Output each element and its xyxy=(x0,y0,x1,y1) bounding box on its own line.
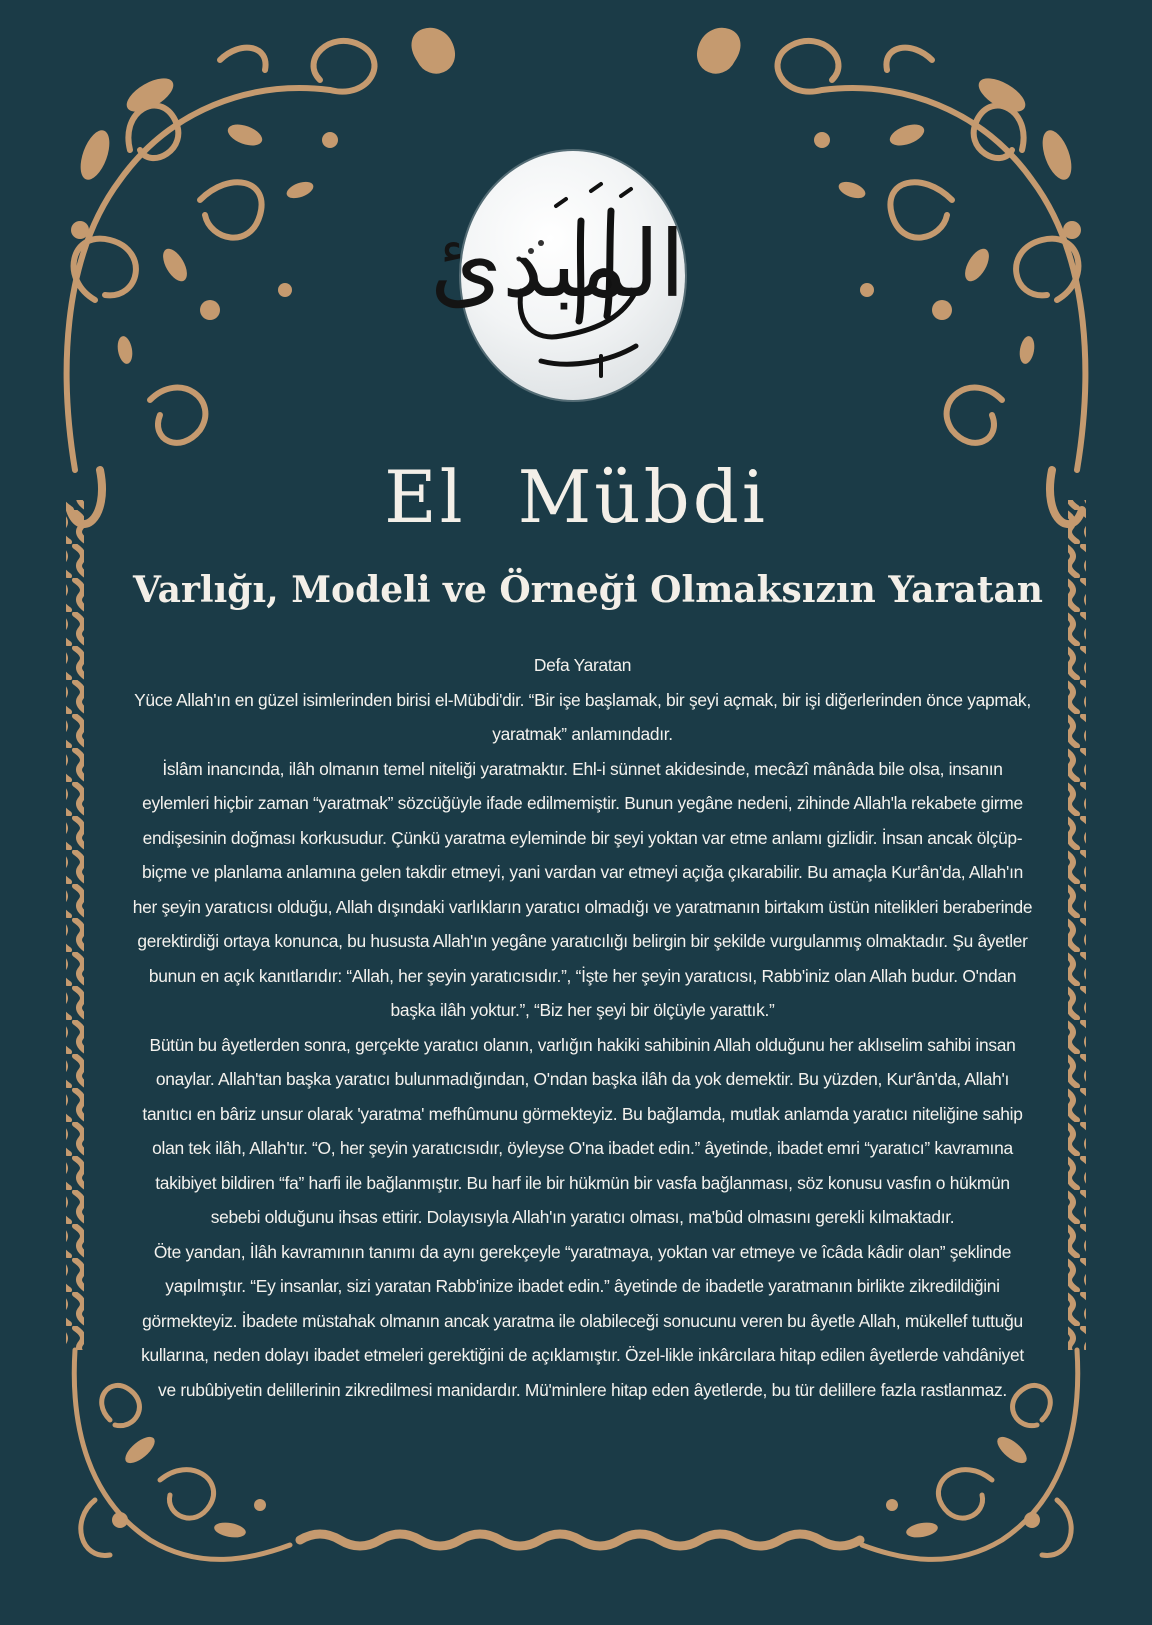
right-rope-border-icon xyxy=(1068,500,1086,1350)
calligraphy-text: المبدئ xyxy=(430,211,685,318)
top-right-flourish-icon xyxy=(700,31,1085,524)
bottom-rope-border-icon xyxy=(300,1534,860,1546)
left-rope-border-icon xyxy=(66,500,84,1350)
bottom-right-leaves-icon xyxy=(886,1432,1040,1539)
section-heading: Defa Yaratan xyxy=(533,655,632,675)
top-right-leaves-icon xyxy=(814,72,1081,365)
article-body xyxy=(130,648,1035,1407)
calligraphy-medallion xyxy=(430,151,685,400)
paragraph: Bütün bu âyetlerden sonra, gerçekte yaratıcı olanın, varlığın hakiki sahibinin Allah olduğunu her aklıselim sahibi insan onaylar. Allah'tan başka yaratıcı bulunmadığından, O'ndan başka ilâh da yok demektir. Bu yüzden, Kur'ân'da, Allah'ı tanıtıcı en bâriz unsur olarak 'yaratma' mefhûmunu görmekteyiz. Bu bağlamda, mutlak anlamda yaratıcı niteliğine sahip olan tek ilâh, Allah'tır. “O, her şeyin yaratıcısıdır, öyleyse O'na ibadet edin.” âyetinde, ibadet emri “yaratıcı” kavramına takibiyet bildiren “fa” harfi ile bağlanmıştır. Bu harf ile bir hükmün bir vasfa bağlanması, söz konusu vasfın o hükmün sebebi olduğunu ihsas ettirir. Dolayısıyla Allah'ın yaratıcı olması, ma'bûd olmasını gerekli kılmaktadır. xyxy=(142,1034,1023,1227)
page-subtitle: Varlığı, Modeli ve Örneği Olmaksızın Yaratan xyxy=(133,569,1043,611)
top-left-flourish-icon xyxy=(67,31,452,524)
top-left-leaves-icon xyxy=(71,72,338,365)
bottom-left-leaves-icon xyxy=(112,1432,266,1539)
paragraph: Yüce Allah'ın en güzel isimlerinden birisi el-Mübdi'dir. “Bir işe başlamak, bir şeyi açmak, bir işi diğerlerinden önce yapmak, yaratmak” anlamındadır. xyxy=(134,689,1031,744)
paragraph: İslâm inancında, ilâh olmanın temel niteliği yaratmaktır. Ehl-i sünnet akidesinde, mecâzî mânâda bile olsa, insanın eylemleri hiçbir zaman “yaratmak” sözcüğüyle ifade edilmemiştir. Bunun yegâne nedeni, zihinde Allah'la rekabete girme endişesinin doğması korkusudur. Çünkü yaratma eyleminde bir şeyi yoktan var etme anlamı gizlidir. İnsan ancak ölçüp-biçme ve planlama anlamına gelen takdir etmeyi, yani vardan var etmeyi açığa çıkarabilir. Bu amaçla Kur'ân'da, Allah'ın her şeyin yaratıcısı olduğu, Allah dışındaki varlıkların yaratıcı olmadığı ve yaratmanın birtakım üstün nitelikleri beraberinde gerektirdiği ortaya konunca, bu hususta Allah'ın yegâne yaratıcılığı belirgin bir şekilde vurgulanmış olmaktadır. Şu âyetler bunun en açık kanıtlarıdır: “Allah, her şeyin yaratıcısıdır.”, “İşte her şeyin yaratıcısı, Rabb'iniz olan Allah budur. O'ndan başka ilâh yoktur.”, “Biz her şeyi bir ölçüyle yarattık.” xyxy=(132,758,1033,1020)
page-title: El Mübdi xyxy=(384,455,768,539)
paragraph: Öte yandan, İlâh kavramının tanımı da aynı gerekçeyle “yaratmaya, yoktan var etmeye ve îcâda kâdir olan” şeklinde yapılmıştır. “Ey insanlar, sizi yaratan Rabb'inize ibadet edin.” âyetinde de ibadetle yaratmanın birlikte zikredildiğini görmekteyiz. İbadete müstahak olmanın ancak yaratma ile olabileceği sonucunu veren bu âyetle Allah, mükellef tuttuğu kullarına, neden dolayı ibadet etmeleri gerektiğini de açıklamıştır. Özel-likle inkârcılara hitap edilen âyetlerde vahdâniyet ve rubûbiyetin delillerinin zikredilmesi manidardır. Mü'minlere hitap eden âyetlerde, bu tür delillere fazla rastlanmaz. xyxy=(141,1241,1024,1400)
